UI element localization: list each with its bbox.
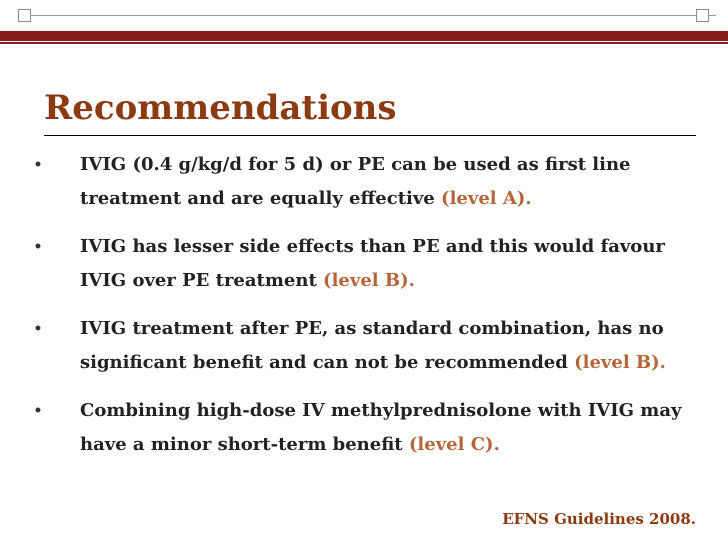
right-square-ornament bbox=[696, 9, 709, 22]
red-band bbox=[0, 31, 728, 41]
bullet-item bbox=[28, 394, 708, 462]
bullet-text: IVIG treatment after PE, as standard combination, has no significant benefit and can not be recommended bbox=[80, 318, 664, 373]
evidence-level: (level B). bbox=[574, 352, 666, 373]
evidence-level: (level A). bbox=[441, 188, 532, 209]
bullet-item bbox=[28, 312, 708, 380]
bullet-icon: • bbox=[33, 239, 43, 255]
top-decorative-band bbox=[0, 0, 728, 46]
bullet-text: Combining high-dose IV methylprednisolone with IVIG may have a minor short-term benefit bbox=[80, 400, 682, 455]
title-underline bbox=[44, 135, 696, 136]
bullet-item bbox=[28, 230, 708, 298]
left-square-ornament bbox=[18, 9, 31, 22]
red-thin-band bbox=[0, 42, 728, 44]
slide-title: Recommendations bbox=[44, 88, 397, 128]
evidence-level: (level C). bbox=[408, 434, 500, 455]
top-decorative-line bbox=[20, 15, 716, 16]
evidence-level: (level B). bbox=[323, 270, 415, 291]
bullet-item bbox=[28, 148, 708, 216]
citation-footer: EFNS Guidelines 2008. bbox=[502, 510, 696, 528]
bullet-text: IVIG (0.4 g/kg/d for 5 d) or PE can be used as first line treatment and are equally effective bbox=[80, 154, 631, 209]
bullet-icon: • bbox=[33, 403, 43, 419]
bullet-text: IVIG has lesser side effects than PE and this would favour IVIG over PE treatment bbox=[80, 236, 665, 291]
bullet-icon: • bbox=[33, 157, 43, 173]
bullet-list bbox=[28, 148, 708, 476]
bullet-icon: • bbox=[33, 321, 43, 337]
